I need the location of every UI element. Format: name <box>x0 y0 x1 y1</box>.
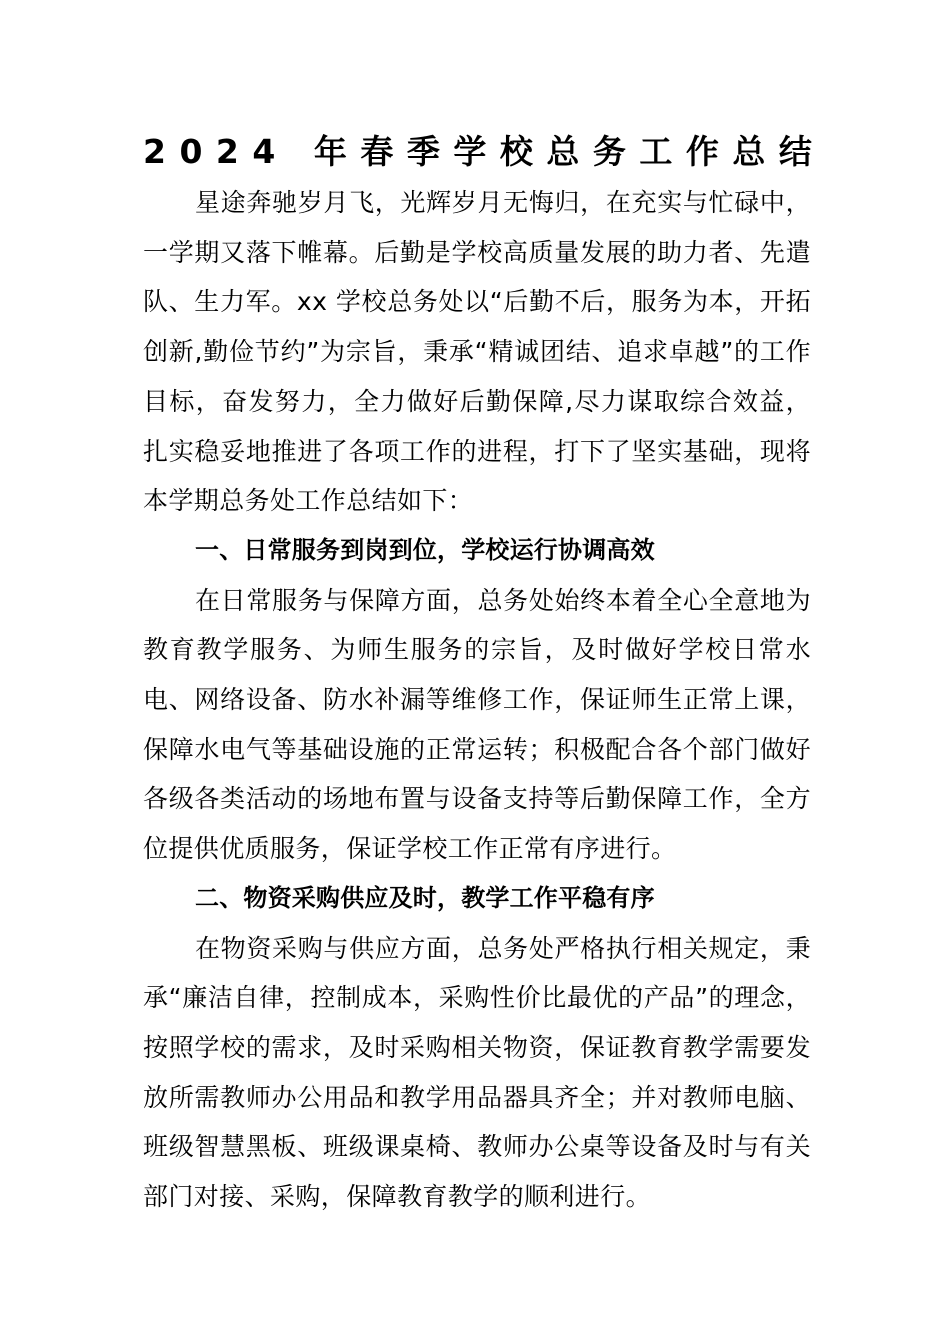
section-2-paragraph: 在物资采购与供应方面，总务处严格执行相关规定，秉承“廉洁自律，控制成本，采购性价比最优的产品”的理念，按照学校的需求，及时采购相关物资，保证教育教学需要发放所需教师办公用品和教学用品器具齐全；并对教师电脑、班级智慧黑板、班级课桌椅、教师办公桌等设备及时与有关部门对接、采购，保障教育教学的顺利进行。 <box>143 933 811 1212</box>
document-body <box>143 126 826 1222</box>
section-1-heading: 一、日常服务到岗到位，学校运行协调高效 <box>195 535 655 564</box>
document-title: 2024 年春季学校总务工作总结 <box>143 132 826 171</box>
section-1-paragraph: 在日常服务与保障方面，总务处始终本着全心全意地为教育教学服务、为师生服务的宗旨，及时做好学校日常水电、网络设备、防水补漏等维修工作，保证师生正常上课，保障水电气等基础设施的正常运转；积极配合各个部门做好各级各类活动的场地布置与设备支持等后勤保障工作，全方位提供优质服务，保证学校工作正常有序进行。 <box>143 585 811 864</box>
section-2-heading: 二、物资采购供应及时，教学工作平稳有序 <box>195 883 655 912</box>
intro-paragraph: 星途奔驰岁月飞，光辉岁月无悔归，在充实与忙碌中，一学期又落下帷幕。后勤是学校高质量发展的助力者、先遣队、生力军。xx 学校总务处以“后勤不后，服务为本，开拓创新,勤俭节约”为宗旨，秉承“精诚团结、追求卓越”的工作目标，奋发努力，全力做好后勤保障,尽力谋取综合效益，扎实稳妥地推进了各项工作的进程，打下了坚实基础，现将本学期总务处工作总结如下： <box>143 188 811 516</box>
